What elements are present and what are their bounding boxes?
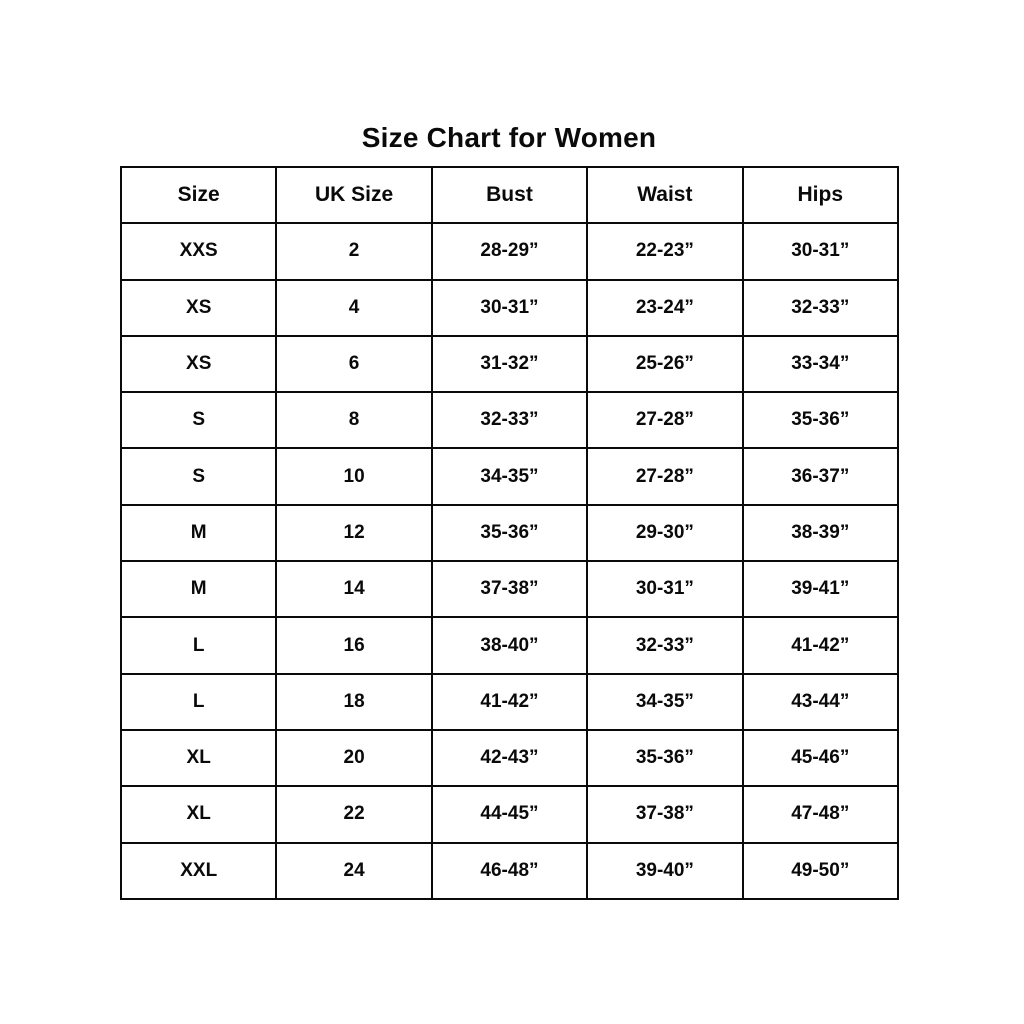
table-cell: M — [121, 561, 276, 617]
table-cell: XL — [121, 786, 276, 842]
table-cell: 25-26” — [587, 336, 742, 392]
table-cell: 2 — [276, 223, 431, 279]
table-cell: 36-37” — [743, 448, 898, 504]
table-cell: 37-38” — [432, 561, 587, 617]
size-table-header — [121, 167, 898, 223]
table-cell: S — [121, 448, 276, 504]
size-table-body — [121, 223, 898, 899]
table-cell: 39-40” — [587, 843, 742, 899]
column-header-hips: Hips — [743, 167, 898, 223]
table-cell: 42-43” — [432, 730, 587, 786]
table-row — [121, 730, 898, 786]
table-cell: 23-24” — [587, 280, 742, 336]
column-header-waist: Waist — [587, 167, 742, 223]
table-row — [121, 392, 898, 448]
table-cell: 32-33” — [743, 280, 898, 336]
table-cell: XS — [121, 280, 276, 336]
table-row — [121, 280, 898, 336]
table-cell: XXS — [121, 223, 276, 279]
table-cell: 24 — [276, 843, 431, 899]
table-cell: 47-48” — [743, 786, 898, 842]
table-row — [121, 336, 898, 392]
column-header-size: Size — [121, 167, 276, 223]
table-cell: 27-28” — [587, 448, 742, 504]
table-cell: M — [121, 505, 276, 561]
table-row — [121, 223, 898, 279]
table-cell: 49-50” — [743, 843, 898, 899]
table-cell: L — [121, 674, 276, 730]
table-cell: 12 — [276, 505, 431, 561]
table-cell: 44-45” — [432, 786, 587, 842]
table-cell: 6 — [276, 336, 431, 392]
table-cell: 35-36” — [743, 392, 898, 448]
table-row — [121, 674, 898, 730]
table-cell: 34-35” — [432, 448, 587, 504]
table-row — [121, 786, 898, 842]
header-row — [121, 167, 898, 223]
table-cell: 37-38” — [587, 786, 742, 842]
table-cell: 34-35” — [587, 674, 742, 730]
table-row — [121, 843, 898, 899]
column-header-uk-size: UK Size — [276, 167, 431, 223]
table-cell: L — [121, 617, 276, 673]
table-cell: 32-33” — [587, 617, 742, 673]
table-cell: 22-23” — [587, 223, 742, 279]
table-cell: 43-44” — [743, 674, 898, 730]
table-cell: 39-41” — [743, 561, 898, 617]
table-cell: XS — [121, 336, 276, 392]
column-header-bust: Bust — [432, 167, 587, 223]
table-cell: 30-31” — [587, 561, 742, 617]
table-cell: 38-39” — [743, 505, 898, 561]
table-cell: 16 — [276, 617, 431, 673]
table-cell: 14 — [276, 561, 431, 617]
table-cell: 10 — [276, 448, 431, 504]
table-cell: 4 — [276, 280, 431, 336]
table-cell: 35-36” — [432, 505, 587, 561]
table-cell: 30-31” — [743, 223, 898, 279]
table-cell: 18 — [276, 674, 431, 730]
table-row — [121, 561, 898, 617]
table-cell: 32-33” — [432, 392, 587, 448]
table-cell: 41-42” — [432, 674, 587, 730]
table-cell: 33-34” — [743, 336, 898, 392]
table-row — [121, 617, 898, 673]
page-title: Size Chart for Women — [361, 121, 657, 153]
table-cell: 29-30” — [587, 505, 742, 561]
table-row — [121, 448, 898, 504]
table-cell: 28-29” — [432, 223, 587, 279]
table-cell: S — [121, 392, 276, 448]
table-cell: 45-46” — [743, 730, 898, 786]
table-cell: 20 — [276, 730, 431, 786]
table-cell: 41-42” — [743, 617, 898, 673]
table-cell: 30-31” — [432, 280, 587, 336]
table-row — [121, 505, 898, 561]
table-cell: 46-48” — [432, 843, 587, 899]
table-cell: 27-28” — [587, 392, 742, 448]
table-cell: 35-36” — [587, 730, 742, 786]
table-cell: 8 — [276, 392, 431, 448]
size-chart-table — [120, 166, 899, 900]
table-cell: 22 — [276, 786, 431, 842]
table-cell: XL — [121, 730, 276, 786]
table-cell: 38-40” — [432, 617, 587, 673]
table-cell: 31-32” — [432, 336, 587, 392]
table-cell: XXL — [121, 843, 276, 899]
